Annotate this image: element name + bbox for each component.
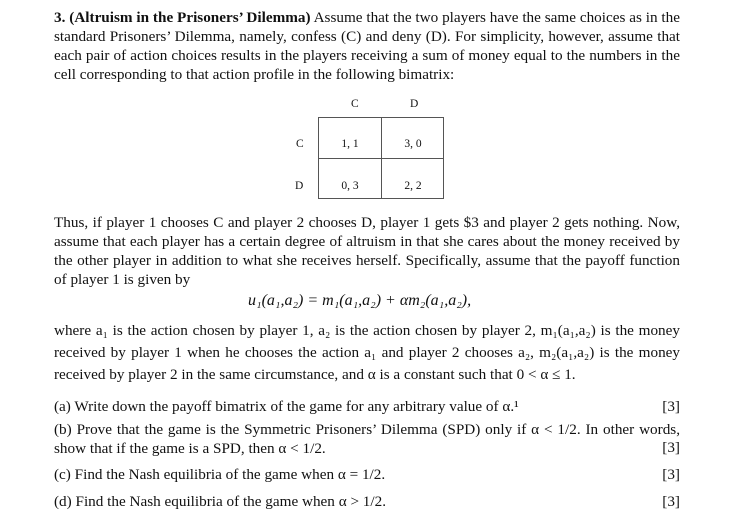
- problem-intro: [54, 8, 680, 84]
- row-label-c: C: [296, 138, 304, 150]
- part-a-points: [3]: [662, 398, 680, 415]
- col-label-d: D: [410, 98, 419, 110]
- part-c-text: (c) Find the Nash equilibria of the game when α = 1/2.: [54, 466, 386, 483]
- part-d-points: [3]: [662, 493, 680, 510]
- paragraph-definitions: where a₁ is the action chosen by player 1, a₂ is the action chosen by player 2, m₁(a₁,a₂) is the money received by player 1 when he chooses the action a₁ and player 2 chooses a₂, m₂(a₁,a₂) is the money received by player 2 in the same circumstance, and α is a constant such that 0 < α ≤ 1.: [54, 322, 680, 383]
- part-b: [54, 420, 680, 458]
- part-b-points: [3]: [662, 439, 680, 456]
- part-c: [54, 466, 680, 484]
- cell-cc: 1, 1: [341, 138, 359, 150]
- problem-intro-text: Assume that the two players have the same choices as in the standard Prisoners’ Dilemma, namely, confess (C) and deny (D). For simplicity, however, assume that each pair of action choices results in the players receiving a sum of money equal to the numbers in the cell corresponding to that action profile in the following bimatrix:: [54, 9, 680, 83]
- paragraph-altruism: Thus, if player 1 chooses C and player 2 chooses D, player 1 gets $3 and player 2 gets nothing. Now, assume that each player has a certain degree of altruism in that she cares about the money received by the other player in addition to what she receives herself. Specifically, assume that the payoff function of player 1 is given by: [54, 214, 680, 288]
- cell-dc: 0, 3: [341, 180, 359, 192]
- part-a-text: (a) Write down the payoff bimatrix of the game for any arbitrary value of α.¹: [54, 398, 519, 415]
- problem-title: (Altruism in the Prisoners’ Dilemma): [69, 9, 311, 26]
- part-d-text: (d) Find the Nash equilibria of the game when α > 1/2.: [54, 493, 387, 510]
- grid-divider-horizontal: [319, 158, 443, 159]
- problem-number: 3.: [54, 9, 66, 26]
- col-label-c: C: [351, 98, 359, 110]
- part-a: [54, 398, 680, 416]
- cell-cd: 3, 0: [404, 138, 422, 150]
- payoff-formula: u₁(a₁,a₂) = m₁(a₁,a₂) + αm₂(a₁,a₂),: [248, 292, 472, 309]
- part-d: [54, 493, 680, 511]
- row-label-d: D: [295, 180, 304, 192]
- cell-dd: 2, 2: [404, 180, 422, 192]
- part-c-points: [3]: [662, 466, 680, 483]
- part-b-text: (b) Prove that the game is the Symmetric Prisoners’ Dilemma (SPD) only if α < 1/2. In other words, show that if the game is a SPD, then α < 1/2.: [54, 421, 680, 457]
